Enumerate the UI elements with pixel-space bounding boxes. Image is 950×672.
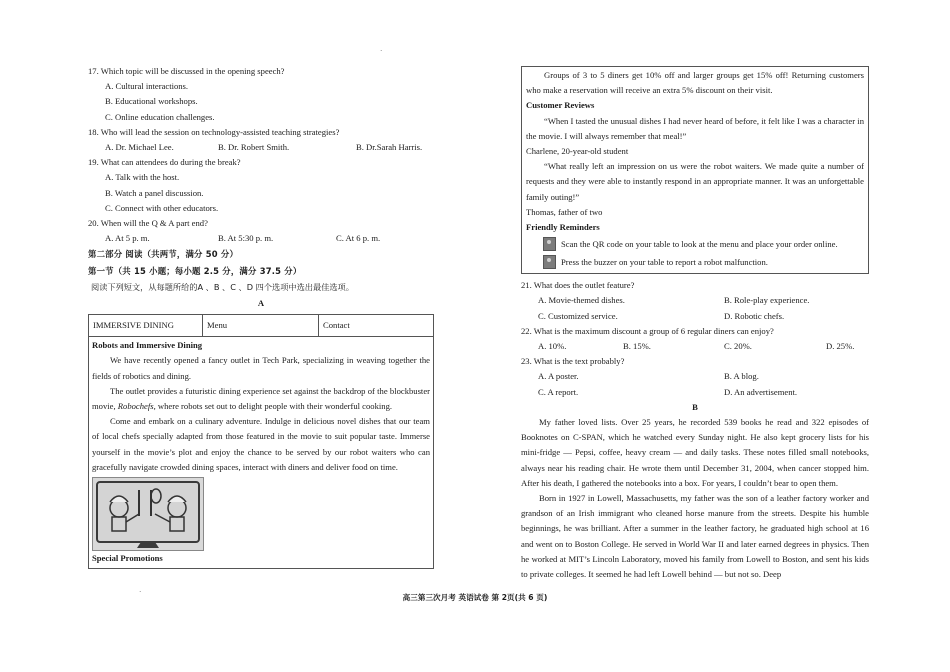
options-row	[521, 339, 869, 354]
page-mark-top: ·	[380, 47, 383, 55]
question-18	[88, 125, 434, 155]
paragraph: My father loved lists. Over 25 years, he recorded 539 books he read and 322 episodes of Booknotes on C-SPAN, which he watched every Sunday night. He also kept grocery lists for his mini-fridge — Pepsi, coffee, heavy cream — and daily tasks. These notes filled small notebooks, always near his reading chair. He wrote them until December 31, 2004, when cancer stopped him. After his death, I gathered the notebooks into a box. For years, I couldn’t bear to open them.	[521, 417, 869, 488]
webpage-nav	[89, 315, 433, 337]
instructions: 阅读下列短文，从每题所给的A 、B 、C 、D 四个选项中选出最佳选项。	[91, 281, 354, 292]
passage-a-webpage	[88, 314, 434, 569]
question-20	[88, 216, 434, 246]
option: A. 10%.	[538, 341, 567, 352]
options-row	[88, 140, 434, 155]
option: B. Watch a panel discussion.	[105, 187, 204, 198]
section-heading-1: 第一节（共 15 小题；每小题 2.5 分，满分 37.5 分）	[88, 265, 302, 276]
paragraph: Come and embark on a culinary adventure. Indulge in delicious novel dishes that our team of local chefs specially adapted from those featured in the movie to suit popular taste. Immerse yourself in the movie’s plot and enjoy the chance to be served by our robot waiters who can gracefully navigate crowded dining spaces, interact with diners and deliver food on time.	[92, 416, 430, 472]
option: D. Robotic chefs.	[724, 310, 785, 321]
question-21	[521, 278, 869, 324]
paragraph: Born in 1927 in Lowell, Massachusetts, my father was the son of a leather factory worker and grandson of an Irish immigrant who cleaned horse manure from the streets. Despite his humble beginnings, he was brilliant. After a summer in the leather factory, he graduated high school at 16 and went on to Boston College. He served in World War II and later earned degrees in physics. Then he worked at MIT’s Lincoln Laboratory, moved his family from Lowell to Boston, and sent his kids to private colleges. It seemed he had left Lowell behind — but not so. Deep	[521, 493, 869, 580]
question-text: 20. When will the Q & A part end?	[88, 218, 208, 229]
options-row	[521, 309, 869, 324]
option: C. 20%.	[724, 341, 752, 352]
option: A. At 5 p. m.	[105, 233, 150, 244]
question-text: 17. Which topic will be discussed in the opening speech?	[88, 66, 285, 76]
reminder-text: Press the buzzer on your table to report a robot malfunction.	[561, 256, 768, 267]
question-text: 18. Who will lead the session on technology-assisted teaching strategies?	[88, 126, 340, 137]
question-text: 19. What can attendees do during the break?	[88, 157, 241, 168]
right-column	[521, 66, 869, 582]
reminder-text: Scan the QR code on your table to look at the menu and place your order online.	[561, 238, 838, 249]
question-17	[88, 64, 434, 125]
option: B. Dr.Sarah Harris.	[356, 142, 423, 153]
special-promotions-heading: Special Promotions	[92, 553, 163, 564]
option: B. At 5:30 p. m.	[218, 233, 274, 244]
paragraph: We have recently opened a fancy outlet in Tech Park, specializing in weaving together the fields of robotics and dining.	[92, 355, 430, 381]
option: C. A report.	[538, 386, 579, 397]
nav-item-menu: Menu	[203, 315, 319, 336]
option: A. A poster.	[538, 371, 579, 382]
text: , where robots set out to delight people with their wonderful cooking.	[153, 401, 393, 412]
option: C. Connect with other educators.	[105, 202, 219, 213]
robot-chef-illustration-icon	[93, 478, 203, 550]
question-19	[88, 155, 434, 216]
options-row	[88, 231, 434, 246]
passage-label-b: B	[692, 401, 698, 412]
section-heading-part2: 第二部分 阅读（共两节，满分 50 分）	[88, 249, 239, 260]
option: D. An advertisement.	[724, 386, 798, 397]
review-quote: “When I tasted the unusual dishes I had never heard of before, it felt like I was a character in the movie. I will always remember that meal!”	[526, 115, 864, 141]
nav-item-immersive-dining: IMMERSIVE DINING	[89, 315, 203, 336]
question-text: 21. What does the outlet feature?	[521, 280, 635, 291]
page-footer: 高三第三次月考 英语试卷 第 2页(共 6 页)	[402, 593, 548, 602]
robot-icon	[543, 255, 556, 269]
option: B. A blog.	[724, 371, 759, 382]
option: A. Movie-themed dishes.	[538, 295, 625, 306]
option: A. Cultural interactions.	[105, 81, 189, 92]
nav-item-contact: Contact	[323, 320, 350, 331]
question-22	[521, 324, 869, 354]
customer-reviews-heading: Customer Reviews	[526, 100, 595, 111]
movie-title: Robochefs	[117, 401, 154, 412]
text: The outlet provides a futuristic dining experience set against the backdrop of the blockbuster movie,	[92, 385, 430, 412]
review-author: Charlene, 20-year-old student	[526, 146, 629, 157]
options-row	[521, 385, 869, 400]
option: A. Talk with the host.	[105, 172, 180, 183]
option: D. 25%.	[826, 341, 855, 352]
friendly-reminders-heading: Friendly Reminders	[526, 222, 600, 233]
passage-a-continued	[521, 66, 869, 274]
review-author: Thomas, father of two	[526, 206, 603, 217]
robot-chefs-image	[92, 477, 204, 551]
options-row	[521, 293, 869, 308]
option: C. Customized service.	[538, 310, 618, 321]
question-text: 22. What is the maximum discount a group of 6 regular diners can enjoy?	[521, 325, 774, 336]
option: B. Educational workshops.	[105, 96, 198, 107]
page-mark-bottom: ·	[139, 588, 142, 596]
promotion-text: Groups of 3 to 5 diners get 10% off and larger groups get 15% off! Returning customers who make a reservation will receive an extra 5% discount on their visit.	[526, 70, 864, 96]
option: B. 15%.	[623, 341, 651, 352]
option: C. At 6 p. m.	[336, 233, 381, 244]
paragraph	[92, 384, 430, 414]
left-column	[88, 64, 434, 569]
robot-icon	[543, 237, 556, 251]
option: B. Dr. Robert Smith.	[218, 142, 290, 153]
question-23	[521, 354, 869, 400]
passage-heading: Robots and Immersive Dining	[92, 340, 203, 351]
passage-label-a: A	[257, 298, 265, 309]
option: B. Role-play experience.	[724, 295, 810, 306]
reminder-item	[526, 253, 864, 271]
option: C. Online education challenges.	[105, 111, 215, 122]
review-quote: “What really left an impression on us were the robot waiters. We made quite a number of requests and they were able to instantly respond in an appropriate manner. It was an unforgettable family outing!”	[526, 161, 864, 202]
question-text: 23. What is the text probably?	[521, 356, 625, 367]
option: A. Dr. Michael Lee.	[105, 142, 174, 153]
options-row	[521, 369, 869, 384]
reminder-item	[526, 235, 864, 253]
